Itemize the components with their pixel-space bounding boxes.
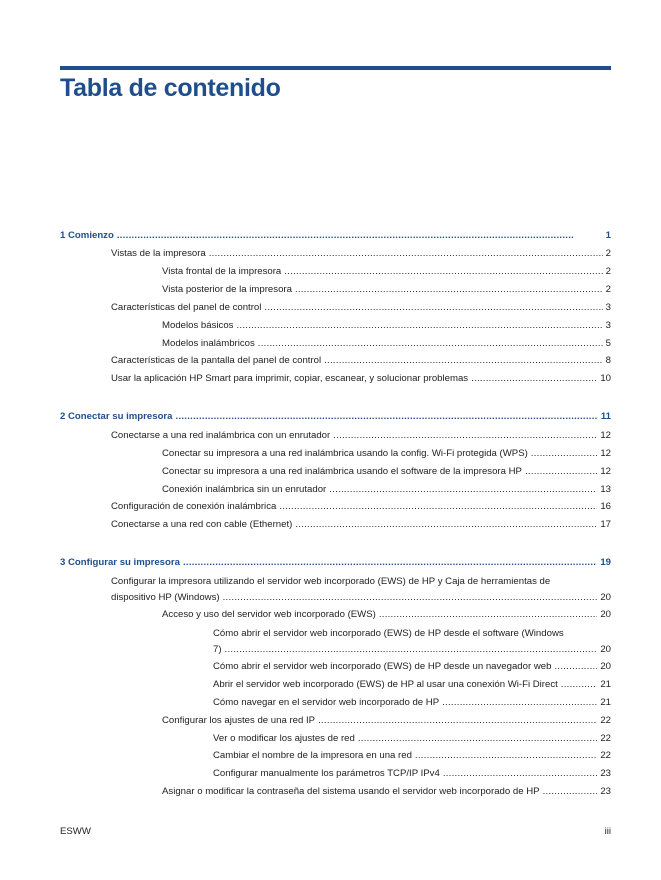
toc-chapter-3[interactable] xyxy=(60,556,611,569)
toc-page-number: 23 xyxy=(600,786,611,797)
toc-entry-label: Modelos inalámbricos xyxy=(162,338,255,349)
dot-leader xyxy=(415,749,597,762)
toc-entry-label: Conectarse a una red inalámbrica con un enrutador xyxy=(111,430,331,441)
toc-page-number: 21 xyxy=(600,697,611,708)
toc-page-number: 17 xyxy=(600,519,611,530)
header-rule xyxy=(60,66,611,70)
dot-leader xyxy=(554,660,597,673)
dot-leader xyxy=(358,732,597,745)
toc-page-number: 13 xyxy=(600,484,611,495)
toc-entry-label: 3 Configurar su impresora xyxy=(60,557,180,568)
toc-page-number: 20 xyxy=(600,592,611,603)
toc-entry-label: 7) xyxy=(213,644,222,655)
toc-entry[interactable] xyxy=(213,678,611,691)
toc-entry[interactable] xyxy=(111,518,611,531)
toc-page-number: 20 xyxy=(600,661,611,672)
toc-page-number: 2 xyxy=(605,248,611,259)
toc-entry-label: Cambiar el nombre de la impresora en una red xyxy=(213,750,412,761)
toc-entry-label: dispositivo HP (Windows) xyxy=(111,592,220,603)
dot-leader xyxy=(531,447,598,460)
toc-entry[interactable] xyxy=(162,265,611,278)
toc-entry[interactable] xyxy=(111,301,611,314)
toc-page-number: 1 xyxy=(605,230,611,241)
toc-entry-label: Características de la pantalla del panel de control xyxy=(111,355,322,366)
toc-page-number: 10 xyxy=(600,373,611,384)
toc-page-number: 23 xyxy=(600,768,611,779)
toc-entry[interactable] xyxy=(213,643,611,656)
toc-page-number: 12 xyxy=(600,448,611,459)
dot-leader xyxy=(117,229,603,242)
toc-entry[interactable] xyxy=(162,785,611,798)
toc-entry[interactable] xyxy=(111,429,611,442)
toc-chapter-1[interactable] xyxy=(60,229,611,242)
toc-entry[interactable] xyxy=(111,354,611,367)
toc-entry-label: Usar la aplicación HP Smart para imprimir, copiar, escanear, y solucionar problemas xyxy=(111,373,469,384)
toc-entry[interactable] xyxy=(162,714,611,727)
toc-entry-first-line[interactable] xyxy=(111,575,611,588)
toc-page-number: 20 xyxy=(600,644,611,655)
dot-leader xyxy=(543,785,598,798)
toc-entry[interactable] xyxy=(111,247,611,260)
toc-entry[interactable] xyxy=(162,283,611,296)
toc-entry-first-line[interactable] xyxy=(213,627,611,640)
toc-page-number: 21 xyxy=(600,679,611,690)
toc-entry[interactable] xyxy=(213,767,611,780)
toc-page-number: 3 xyxy=(605,302,611,313)
toc-entry-label: Modelos básicos xyxy=(162,320,234,331)
footer-left-label: ESWW xyxy=(60,826,91,837)
toc-entry-label: Vista posterior de la impresora xyxy=(162,284,292,295)
toc-entry[interactable] xyxy=(111,372,611,385)
toc-page-number: 22 xyxy=(600,733,611,744)
toc-entry-label: Ver o modificar los ajustes de red xyxy=(213,733,355,744)
toc-entry[interactable] xyxy=(213,732,611,745)
toc-page-number: 12 xyxy=(600,466,611,477)
dot-leader xyxy=(264,301,602,314)
dot-leader xyxy=(324,354,603,367)
dot-leader xyxy=(236,319,602,332)
toc-entry-label: Acceso y uso del servidor web incorporado (EWS) xyxy=(162,609,376,620)
toc-entry[interactable] xyxy=(162,319,611,332)
toc-entry-label: Conectar su impresora a una red inalámbrica usando la config. Wi-Fi protegida (WPS) xyxy=(162,448,528,459)
toc-entry[interactable] xyxy=(162,447,611,460)
dot-leader xyxy=(442,696,597,709)
dot-leader xyxy=(209,247,603,260)
dot-leader xyxy=(561,678,598,691)
toc-entry[interactable] xyxy=(111,591,611,604)
toc-entry-label: Vista frontal de la impresora xyxy=(162,266,282,277)
toc-page-number: 22 xyxy=(600,715,611,726)
toc-page-number: 20 xyxy=(600,609,611,620)
toc-entry[interactable] xyxy=(162,337,611,350)
toc-entry-label: Cómo abrir el servidor web incorporado (EWS) de HP desde un navegador web xyxy=(213,661,552,672)
toc-entry-label: Configurar manualmente los parámetros TCP/IP IPv4 xyxy=(213,768,440,779)
toc-page-number: 2 xyxy=(605,266,611,277)
toc-entry[interactable] xyxy=(162,608,611,621)
toc-page-number: 19 xyxy=(600,557,611,568)
dot-leader xyxy=(471,372,597,385)
toc-entry[interactable] xyxy=(213,660,611,673)
toc-page-number: 2 xyxy=(605,284,611,295)
toc-entry-label: Configurar los ajustes de una red IP xyxy=(162,715,316,726)
dot-leader xyxy=(329,483,597,496)
toc-page-number: 5 xyxy=(605,338,611,349)
toc-chapter-2[interactable] xyxy=(60,410,611,423)
toc-entry-label: Conectar su impresora a una red inalámbrica usando el software de la impresora HP xyxy=(162,466,522,477)
dot-leader xyxy=(284,265,602,278)
toc-entry[interactable] xyxy=(162,483,611,496)
dot-leader xyxy=(379,608,598,621)
dot-leader xyxy=(443,767,598,780)
dot-leader xyxy=(223,591,598,604)
toc-entry[interactable] xyxy=(111,500,611,513)
dot-leader xyxy=(225,643,598,656)
toc-page-number: 3 xyxy=(605,320,611,331)
dot-leader xyxy=(279,500,597,513)
dot-leader xyxy=(295,283,603,296)
toc-page-number: 16 xyxy=(600,501,611,512)
dot-leader xyxy=(525,465,597,478)
toc-entry-label: Vistas de la impresora xyxy=(111,248,206,259)
toc-entry-label: Configurar la impresora utilizando el servidor web incorporado (EWS) de HP y Caja de herramientas de xyxy=(111,576,551,587)
dot-leader xyxy=(333,429,597,442)
toc-entry-label: Asignar o modificar la contraseña del sistema usando el servidor web incorporado de HP xyxy=(162,786,540,797)
toc-entry-label: 2 Conectar su impresora xyxy=(60,411,173,422)
dot-leader xyxy=(318,714,597,727)
toc-entry[interactable] xyxy=(213,749,611,762)
toc-entry-label: Cómo navegar en el servidor web incorporado de HP xyxy=(213,697,440,708)
toc-entry[interactable] xyxy=(213,696,611,709)
dot-leader xyxy=(183,556,597,569)
toc-entry-label: Conectarse a una red con cable (Ethernet) xyxy=(111,519,293,530)
footer-page-number: iii xyxy=(604,826,611,837)
toc-entry-label: Cómo abrir el servidor web incorporado (EWS) de HP desde el software (Windows xyxy=(213,628,564,639)
toc-entry-label: Características del panel de control xyxy=(111,302,262,313)
toc-page-number: 22 xyxy=(600,750,611,761)
toc-entry-label: Abrir el servidor web incorporado (EWS) de HP al usar una conexión Wi-Fi Direct xyxy=(213,679,558,690)
dot-leader xyxy=(295,518,597,531)
toc-entry-label: Conexión inalámbrica sin un enrutador xyxy=(162,484,327,495)
toc-entry-label: 1 Comienzo xyxy=(60,230,114,241)
toc-page-number: 12 xyxy=(600,430,611,441)
toc-entry-label: Configuración de conexión inalámbrica xyxy=(111,501,277,512)
toc-page-number: 8 xyxy=(605,355,611,366)
dot-leader xyxy=(176,410,598,423)
toc-entry[interactable] xyxy=(162,465,611,478)
page-title: Tabla de contenido xyxy=(60,74,281,102)
dot-leader xyxy=(258,337,603,350)
toc-page-number: 11 xyxy=(600,411,611,422)
